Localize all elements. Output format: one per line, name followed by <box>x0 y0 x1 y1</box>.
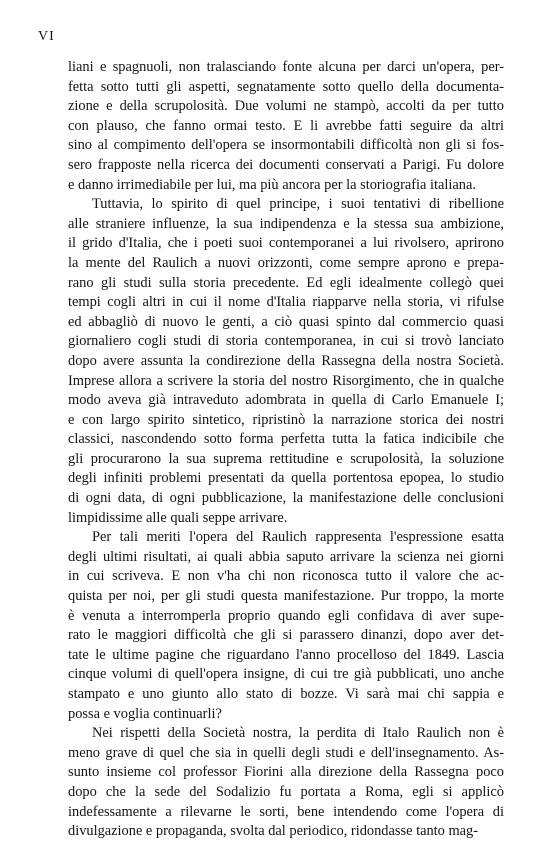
text-line: gli procurarono la sua suprema rettitudine e scrupolosità, la soluzione <box>68 450 504 467</box>
text-line: Imprese allora a scrivere la storia del nostro Risorgimento, che in qualche <box>68 372 504 389</box>
text-line: cinque volumi di quell'opera insigne, di cui tre già pubblicati, uno anche <box>68 666 504 683</box>
text-line: giornaliero cogli studi di storia contemporanea, in cui si trovò lanciato <box>68 333 504 350</box>
text-line: quista per noi, per gli studi questa manifestazione. Pur troppo, la morte <box>68 588 504 605</box>
text-line: è venuta a interromperla proprio quando egli confidava di aver supe- <box>68 607 504 624</box>
text-line: Tuttavia, lo spirito di quel principe, i suoi tentativi di ribellione <box>92 196 504 213</box>
text-line: degli ultimi risultati, ai quali abbia saputo arrivare la scienza nei giorni <box>68 548 504 565</box>
text-line: con plauso, che fanno ormai testo. E li avrebbe fatti seguire da altri <box>68 117 504 134</box>
text-line: classici, nascondendo sotto forma perfetta tutta la fatica indicibile che <box>68 431 504 448</box>
text-line: zione e della scrupolosità. Due volumi ne stampò, accolti da per tutto <box>68 98 504 115</box>
text-line: possa e voglia continuarli? <box>68 705 222 722</box>
body-text <box>68 58 504 842</box>
text-line: di ogni data, di ogni pubblicazione, la manifestazione delle conclusioni <box>68 490 504 507</box>
text-line: dopo avere assunta la condirezione della Rassegna della nostra Società. <box>68 352 504 369</box>
text-line: e danno irrimediabile per lui, ma più ancora per la storiografia italiana. <box>68 176 476 193</box>
text-line: modo aveva già intraveduto adombrata in quella di Carlo Emanuele I; <box>68 392 504 409</box>
text-line: rano gli studi sulla storia precedente. Ed egli idealmente collegò quei <box>68 274 504 291</box>
text-line: limpidissime alle quali seppe arrivare. <box>68 509 288 526</box>
text-line: il grido d'Italia, che i poeti suoi contemporanei a lui rivolsero, aprirono <box>68 235 504 252</box>
paragraph <box>68 528 504 724</box>
paragraph <box>68 58 504 195</box>
text-line: sunto insieme col professor Fiorini alla direzione della Rassegna poco <box>68 764 504 781</box>
text-line: divulgazione e propaganda, svolta dal periodico, ridondasse tanto mag- <box>68 823 479 840</box>
text-line: dopo che la sede del Sodalizio fu portata a Roma, egli si applicò <box>68 783 504 800</box>
text-line: sino al compimento dell'opera se insormontabili difficoltà non gli si fos- <box>68 137 504 154</box>
text-line: tempi cogli altri in cui il nome d'Italia riapparve nella storia, vi rifulse <box>68 294 504 311</box>
text-line: rato le maggiori difficoltà che gli si parassero dinanzi, dopo aver det- <box>68 627 504 644</box>
text-line: Nei rispetti della Società nostra, la perdita di Italo Raulich non è <box>92 725 504 742</box>
paragraph <box>68 195 504 528</box>
text-line: Per tali meriti l'opera del Raulich rappresenta l'espressione esatta <box>92 529 504 546</box>
text-line: in cui scriveva. E non v'ha chi non riconosca tutto il valore che ac- <box>68 568 504 585</box>
text-line: sero frapposte nella ricerca dei documenti conservati a Parigi. Fu dolore <box>68 156 504 173</box>
text-line: tate le ultime pagine che riguardano l'anno procelloso del 1849. Lascia <box>68 646 504 663</box>
text-line: fetta sotto tutti gli aspetti, segnatamente sotto quello della documenta- <box>68 78 504 95</box>
page-number: VI <box>38 29 55 44</box>
text-line: alle straniere influenze, la sua indipendenza e la stessa sua ambizione, <box>68 215 504 232</box>
text-line: degli infiniti problemi presentati da quella portentosa epopea, lo studio <box>68 470 504 487</box>
paragraph <box>68 724 504 842</box>
text-line: meno grave di quel che sia in quelli degli studi e dell'insegnamento. As- <box>68 744 504 761</box>
text-line: e con largo spirito sintetico, ripristinò la narrazione storica dei nostri <box>68 411 504 428</box>
text-line: liani e spagnuoli, non tralasciando fonte alcuna per darci un'opera, per- <box>68 59 504 75</box>
text-line: la mente del Raulich a nuovi orizzonti, come sempre aprono e prepa- <box>68 254 504 271</box>
text-line: ed abbagliò di nuovo le genti, a ciò quasi spinto dal commercio quasi <box>68 313 504 330</box>
text-line: stampato e uno giunto allo stato di bozze. Vi sarà mai chi sappia e <box>68 686 504 702</box>
text-line: indefessamente a rilevarne le sorti, bene intendendo come l'opera di <box>68 803 504 820</box>
